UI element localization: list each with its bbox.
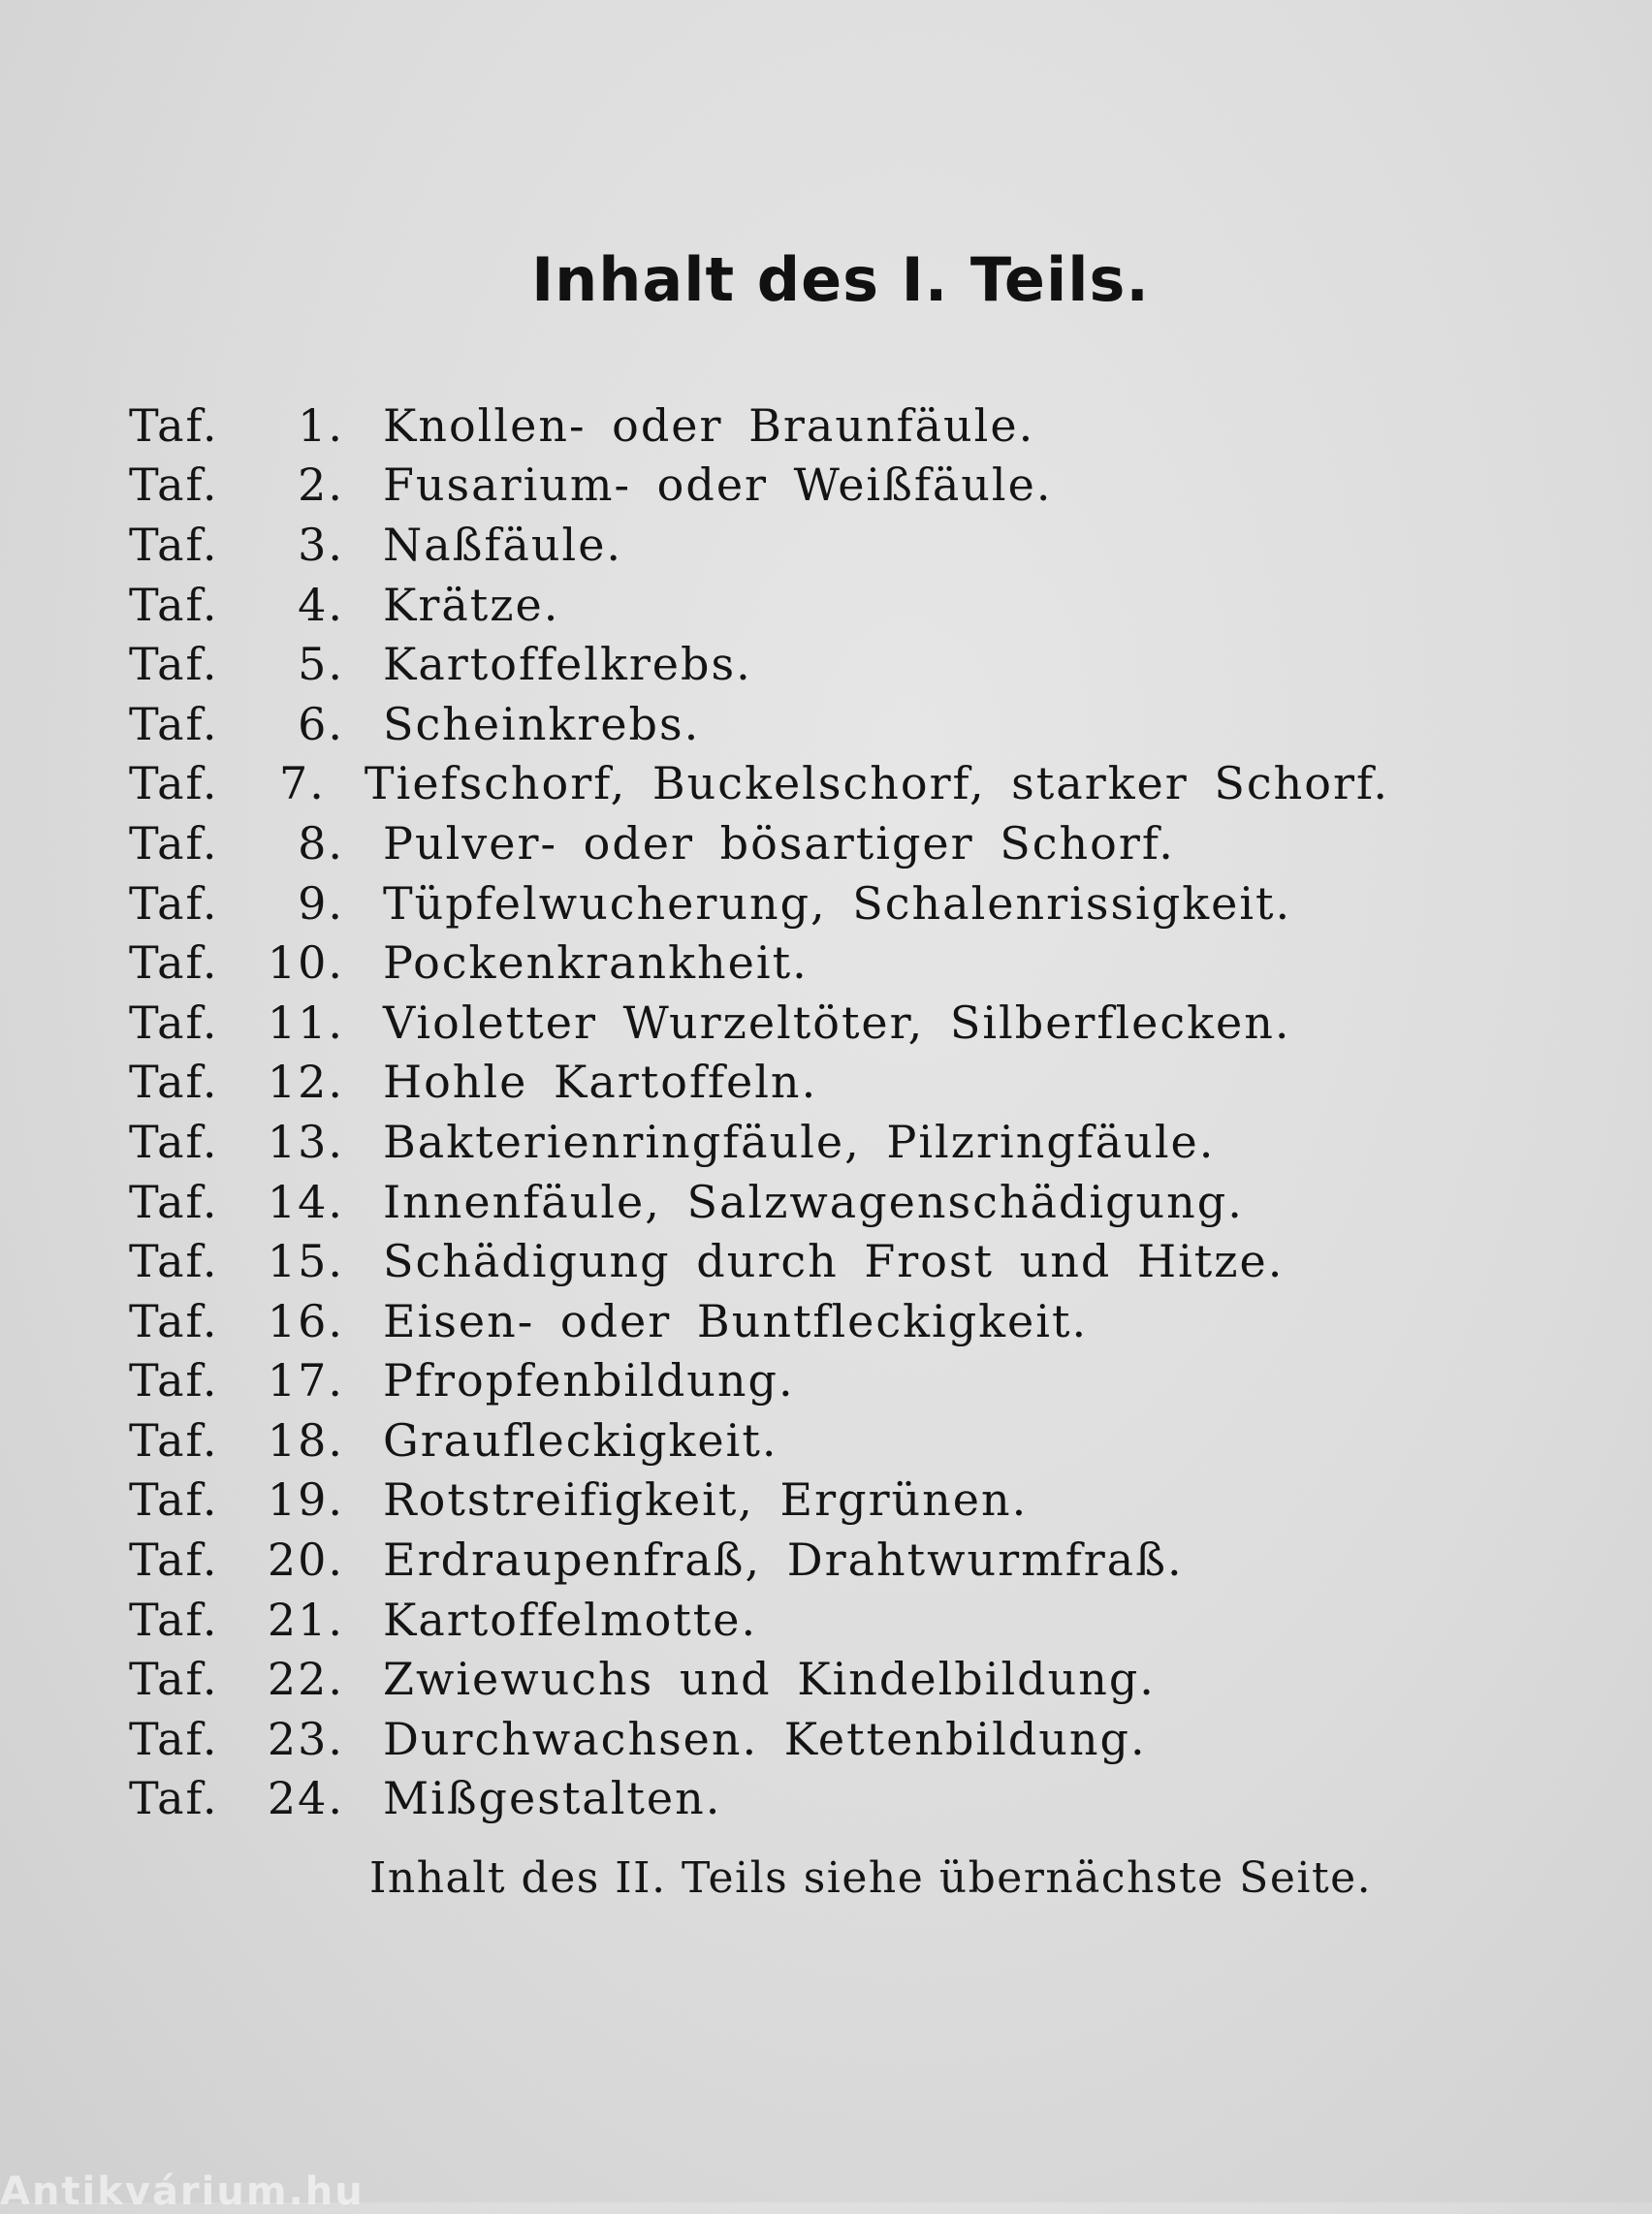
plate-title: Krätze. xyxy=(383,578,560,631)
plate-number: 3. xyxy=(298,518,344,571)
plate-number: 12. xyxy=(267,1056,344,1109)
plate-title: Scheinkrebs. xyxy=(383,697,701,750)
plate-abbreviation: Taf. xyxy=(129,996,219,1049)
plate-title: Kartoffelmotte. xyxy=(383,1593,758,1646)
plate-abbreviation: Taf. xyxy=(129,1235,219,1288)
plate-abbreviation: Taf. xyxy=(129,876,219,930)
plate-abbreviation: Taf. xyxy=(129,578,219,631)
toc-entry xyxy=(129,515,1389,575)
watermark: Antikvárium.hu xyxy=(0,2169,365,2214)
toc-entry xyxy=(129,1709,1389,1769)
toc-entry xyxy=(129,1530,1389,1590)
page-title: Inhalt des I. Teils. xyxy=(531,244,1150,315)
plate-number: 20. xyxy=(267,1534,344,1587)
plate-number: 13. xyxy=(267,1115,344,1168)
toc-entry xyxy=(129,1769,1389,1829)
toc-entry xyxy=(129,694,1389,754)
plate-abbreviation: Taf. xyxy=(129,1653,219,1706)
plate-number: 21. xyxy=(267,1593,344,1646)
plate-number: 8. xyxy=(298,816,344,870)
toc-entry xyxy=(129,1172,1389,1232)
plate-title: Hohle Kartoffeln. xyxy=(383,1056,818,1109)
plate-abbreviation: Taf. xyxy=(129,757,219,810)
plate-number: 24. xyxy=(267,1772,344,1825)
plate-number: 16. xyxy=(267,1294,344,1347)
plate-title: Fusarium- oder Weißfäule. xyxy=(383,459,1053,512)
plate-title: Bakterienringfäule, Pilzringfäule. xyxy=(383,1115,1216,1168)
plate-number: 4. xyxy=(298,578,344,631)
plate-title: Schädigung durch Frost und Hitze. xyxy=(383,1235,1285,1288)
plate-abbreviation: Taf. xyxy=(129,1534,219,1587)
plate-number: 11. xyxy=(267,996,344,1049)
plate-title: Pfropfenbildung. xyxy=(383,1354,795,1407)
toc-entry xyxy=(129,873,1389,933)
plate-title: Tüpfelwucherung, Schalenrissigkeit. xyxy=(383,876,1292,930)
plate-title: Zwiewuchs und Kindelbildung. xyxy=(383,1653,1156,1706)
plate-number: 2. xyxy=(298,459,344,512)
plate-abbreviation: Taf. xyxy=(129,1473,219,1527)
plate-title: Violetter Wurzeltöter, Silberflecken. xyxy=(383,996,1291,1049)
toc-entry xyxy=(129,813,1389,873)
toc-entry xyxy=(129,575,1389,635)
plate-title: Innenfäule, Salzwagenschädigung. xyxy=(383,1175,1244,1228)
plate-title: Graufleckigkeit. xyxy=(383,1413,778,1467)
plate-abbreviation: Taf. xyxy=(129,936,219,990)
plate-abbreviation: Taf. xyxy=(129,697,219,750)
plate-abbreviation: Taf. xyxy=(129,1712,219,1765)
toc-entry xyxy=(129,1410,1389,1471)
table-of-contents xyxy=(129,395,1389,1828)
plate-number: 19. xyxy=(267,1473,344,1527)
plate-title: Pulver- oder bösartiger Schorf. xyxy=(383,816,1175,870)
plate-number: 23. xyxy=(267,1712,344,1765)
plate-number: 7. xyxy=(279,757,326,810)
plate-title: Durchwachsen. Kettenbildung. xyxy=(383,1712,1147,1765)
plate-abbreviation: Taf. xyxy=(129,398,219,452)
plate-abbreviation: Taf. xyxy=(129,816,219,870)
toc-entry xyxy=(129,1351,1389,1411)
toc-entry xyxy=(129,395,1389,456)
toc-entry xyxy=(129,1590,1389,1650)
plate-title: Pockenkrankheit. xyxy=(383,936,809,990)
plate-number: 17. xyxy=(267,1354,344,1407)
plate-title: Tiefschorf, Buckelschorf, starker Schorf. xyxy=(364,757,1389,810)
toc-entry xyxy=(129,1112,1389,1172)
plate-number: 18. xyxy=(267,1413,344,1467)
toc-entry xyxy=(129,1471,1389,1531)
plate-abbreviation: Taf. xyxy=(129,459,219,512)
toc-entry xyxy=(129,456,1389,516)
plate-number: 5. xyxy=(298,638,344,691)
toc-entry xyxy=(129,754,1389,814)
plate-abbreviation: Taf. xyxy=(129,1772,219,1825)
plate-number: 22. xyxy=(267,1653,344,1706)
plate-title: Eisen- oder Buntfleckigkeit. xyxy=(383,1294,1089,1347)
plate-number: 9. xyxy=(298,876,344,930)
toc-entry xyxy=(129,933,1389,993)
plate-abbreviation: Taf. xyxy=(129,1294,219,1347)
toc-entry xyxy=(129,1231,1389,1291)
plate-title: Mißgestalten. xyxy=(383,1772,722,1825)
plate-abbreviation: Taf. xyxy=(129,1413,219,1467)
toc-entry xyxy=(129,634,1389,694)
plate-number: 1. xyxy=(298,398,344,452)
plate-abbreviation: Taf. xyxy=(129,518,219,571)
toc-entry xyxy=(129,1649,1389,1709)
plate-number: 15. xyxy=(267,1235,344,1288)
toc-entry xyxy=(129,993,1389,1053)
plate-title: Rotstreifigkeit, Ergrünen. xyxy=(383,1473,1029,1527)
plate-abbreviation: Taf. xyxy=(129,1175,219,1228)
plate-abbreviation: Taf. xyxy=(129,1056,219,1109)
toc-entry xyxy=(129,1053,1389,1113)
plate-number: 14. xyxy=(267,1175,344,1228)
plate-abbreviation: Taf. xyxy=(129,1115,219,1168)
plate-title: Naßfäule. xyxy=(383,518,623,571)
continuation-note: Inhalt des II. Teils siehe übernächste Seite. xyxy=(369,1853,1373,1903)
plate-title: Kartoffelkrebs. xyxy=(383,638,752,691)
plate-title: Erdraupenfraß, Drahtwurmfraß. xyxy=(383,1534,1184,1587)
toc-entry xyxy=(129,1291,1389,1351)
plate-number: 10. xyxy=(267,936,344,990)
plate-title: Knollen- oder Braunfäule. xyxy=(383,398,1035,452)
plate-abbreviation: Taf. xyxy=(129,638,219,691)
plate-abbreviation: Taf. xyxy=(129,1593,219,1646)
plate-number: 6. xyxy=(298,697,344,750)
plate-abbreviation: Taf. xyxy=(129,1354,219,1407)
